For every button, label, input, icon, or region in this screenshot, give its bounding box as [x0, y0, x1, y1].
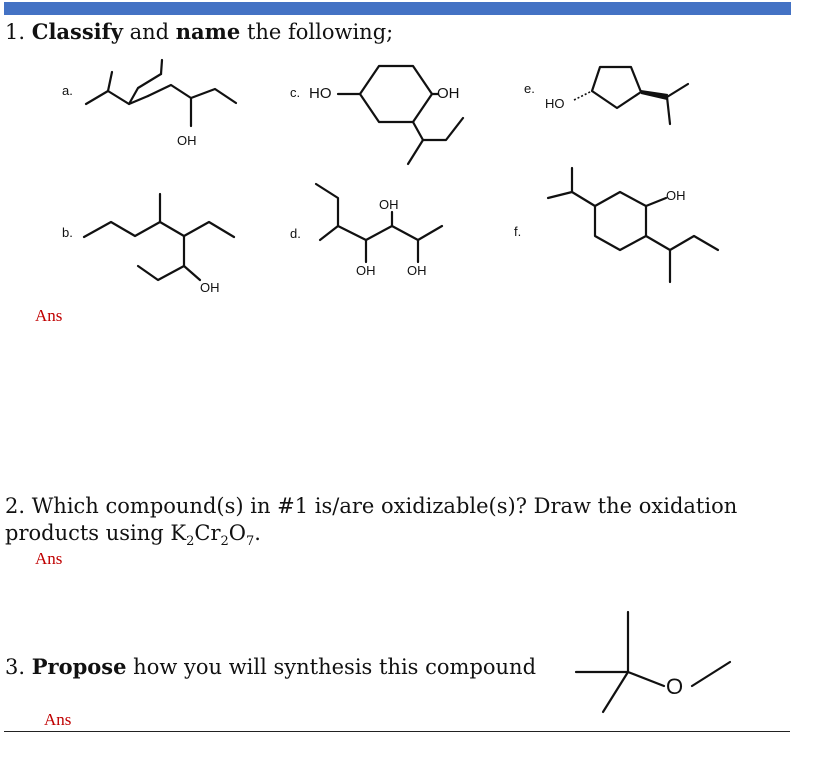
molecule-a-label: a.: [62, 83, 73, 98]
molecule-e-ho: HO: [545, 96, 565, 111]
question-3-text: 3. Propose how you will synthesis this compound: [5, 654, 537, 679]
molecule-f-oh: OH: [666, 188, 686, 203]
molecule-d-oh-right: OH: [407, 263, 427, 278]
molecule-f-label: f.: [514, 224, 522, 239]
molecule-c-oh: OH: [437, 85, 460, 102]
answer-1-label: Ans: [35, 306, 63, 325]
molecule-c-label: c.: [290, 85, 301, 100]
molecule-d-oh-top: OH: [379, 197, 399, 212]
molecule-c-ho: HO: [309, 85, 332, 102]
molecule-d-oh-left: OH: [356, 263, 376, 278]
bottom-divider: [4, 731, 790, 732]
molecule-a-oh: OH: [177, 133, 197, 148]
question-2-line-1: 2. Which compound(s) in #1 is/are oxidizable(s)? Draw the oxidation: [5, 494, 738, 518]
molecule-b-label: b.: [62, 225, 73, 240]
molecule-d-label: d.: [290, 226, 301, 241]
question-2-line-2: products using $K_2Cr_2O_7$.: [5, 521, 261, 550]
question-1-heading: 1. Classify and name the following;: [5, 19, 394, 44]
answer-3-label: Ans: [44, 710, 72, 729]
ether-oxygen-atom: O: [666, 674, 684, 699]
molecule-b-oh: OH: [200, 280, 220, 295]
answer-2-label: Ans: [35, 549, 63, 568]
molecule-e-label: e.: [524, 81, 535, 96]
